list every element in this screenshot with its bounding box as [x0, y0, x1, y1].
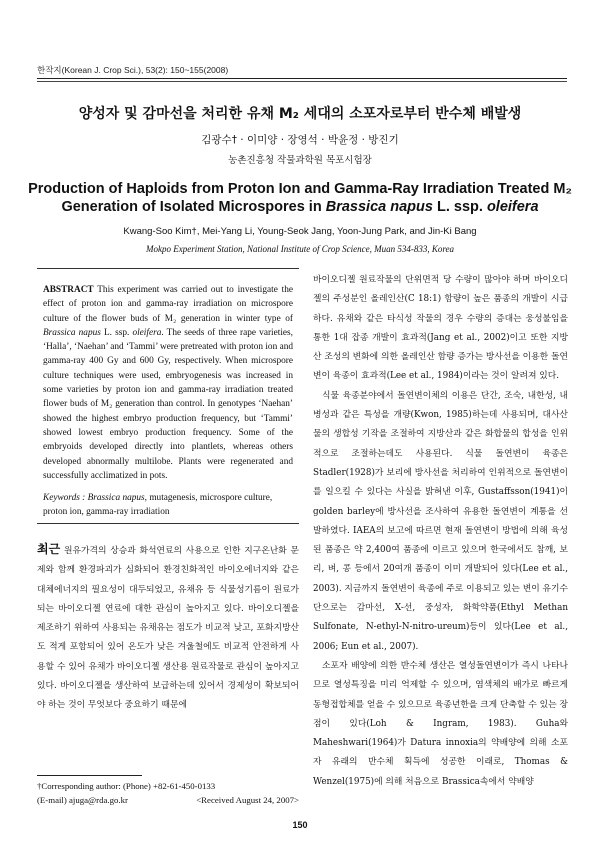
- intro-right-column: [313, 271, 568, 792]
- abstract-label: ABSTRACT: [43, 285, 94, 295]
- paragraph-1: 바이오디젤 원료작물의 단위면적 당 수량이 많아야 하며 바이오디젤의 주성분인 올레인산(C 18:1) 함량이 높은 품종의 개발이 시급하다. 유채와 같은 타식성 작물의 경우 수량의 증대는 웅성불임을 통한 1대 잡종 개발이 효과적(Jang et al., 2002)이고 또한 지방산 조성의 변화에 의한 올레인산 함량 증가는 방사선을 이용한 돌연변이 육종이 효과적(Lee et al., 1984)이라는 것이 알려져 있다.: [313, 275, 568, 382]
- abstract-text: ABSTRACT This experiment was carried out to investigate the effect of proton ion and gamma-ray irradiation on microspore culture of the flower buds of M₂ generation in winter type of Brassica napus L. ssp. oleifera. The seeds of three rape varieties, ‘Halla’, ‘Naehan’ and ‘Tammi’ were pretreated with proton ion and gamma-ray 400 Gy and 600 Gy, respectively. When microspore culture techniques were used, embryogenesis was increased in some varieties by proton ion and gamma-ray irradiation treated flower buds of M₂ generation than control. In genotypes ‘Naehan’ showed the highest embryo production frequency, but ‘Tammi’ showed lowest embryo production frequency. Some of the embryoids developed directly into plantlets, whereas others developed abnormally multilobe. Plants were regenerated and successfully acclimatized in pots.: [43, 285, 293, 481]
- intro-lead-word: 최근: [37, 542, 61, 556]
- footnote-email-row: [37, 793, 299, 807]
- header-rule: [37, 78, 567, 79]
- page-number: 150: [292, 820, 308, 830]
- title-english-line1: Production of Haploids from Proton Ion and Gamma-Ray Irradiation Treated M₂: [28, 181, 572, 197]
- affiliation-korean: 농촌진흥청 작물과학원 목포시험장: [228, 155, 372, 166]
- intro-left-column: [37, 540, 299, 716]
- footnote: [37, 779, 299, 807]
- journal-citation: 한작지(Korean J. Crop Sci.), 53(2): 150~155(2008): [37, 65, 229, 75]
- paragraph-3: 소포자 배양에 의한 반수체 생산은 열성돌연변이가 즉시 나타나므로 열성특징을 미리 억제할 수 있으며, 염색체의 배가로 빠르게 동형접합체를 얻을 수 있으므로 육종년한을 크게 단축할 수 있는 장점이 있다(Loh & Ingram, 1983). Guha와 Maheshwari(1964)가 Datura innoxia의 약배양에 의해 소포자 유래의 반수체 획득에 성공한 이래로, Thomas & Wenzel(1975)에 의해 처음으로 Brassica속에서 약배양: [313, 660, 568, 787]
- header-rule-thin: [37, 81, 567, 82]
- footnote-received: <Received August 24, 2007>: [196, 795, 299, 805]
- intro-text-left: 원유가격의 상승과 화석연료의 사용으로 인한 지구온난화 문제와 함께 환경파괴가 심화되어 환경친화적인 바이오에너지와 같은 대체에너지의 필요성이 대두되었고, 유채유 등 식물성기름이 원료가 되는 바이오디젤 연료에 대한 관심이 높아지고 있다. 바이오디젤을 제조하기 위하여 사용되는 유채유는 점도가 비교적 낮고, 포화지방산도 적게 포함되어 있어 온도가 낮은 겨울철에도 비교적 안전하게 사용할 수 있어 유채가 바이오디젤 생산용 원료작물로 관심이 높아지고 있다. 바이오디젤을 생산하여 보급하는데 있어서 경제성이 확보되어야 하는 것이 무엇보다 중요하기 때문에: [37, 546, 299, 711]
- abstract-box: [37, 268, 299, 524]
- title-english: [0, 180, 600, 216]
- affiliation-english: Mokpo Experiment Station, National Institute of Crop Science, Muan 534-833, Korea: [145, 244, 455, 254]
- title-korean: 양성자 및 감마선을 처리한 유채 M₂ 세대의 소포자로부터 반수체 배발생: [78, 106, 522, 122]
- footnote-rule: [37, 775, 142, 776]
- footnote-corresponding: †Corresponding author: (Phone) +82-61-450-0133: [37, 781, 216, 791]
- footnote-email: (E-mail) ajuga@rda.go.kr: [37, 795, 128, 805]
- authors-korean: 김광수† · 이미양 · 장영석 · 박윤정 · 방진기: [201, 134, 399, 146]
- title-english-line2: Generation of Isolated Microspores in Brassica napus L. ssp. oleifera: [61, 199, 539, 215]
- keywords: Keywords : Brassica napus, mutagenesis, microspore culture, proton ion, gamma-ray irradiation: [43, 493, 273, 518]
- paragraph-2: 식물 육종분야에서 돌연변이체의 이용은 단간, 조숙, 내한성, 내병성과 같은 특성을 개량(Kwon, 1985)하는데 사용되며, 대사산물의 생합성 기작을 조절하여 지방산과 같은 화합물의 합성을 인위적으로 조절하는데도 사용된다. 식물 돌연변이 육종은 Stadler(1928)가 보리에 방사선을 처리하여 인위적으로 돌연변이를 일으킬 수 있다는 사실을 밝혀낸 이후, Gustaffsson(1941)이 golden barley에 방사선을 조사하여 유용한 돌연변이 계통을 선발하였다. IAEA의 보고에 따르면 현재 돌연변이 방법에 의해 육성된 품종은 약 2,400여 품종에 이르고 있으며 한국에서도 참깨, 보리, 벼, 콩 등에서 20여개 품종이 이미 개발되어 있다(Lee et al., 2003). 지금까지 돌연변이 육종에 주로 이용되고 있는 변이 유기수단으로는 감마선, X-선, 중성자, 화학약품(Ethyl Methan Sulfonate, N-ethyl-N-nitro-ureum)등이 있다(Lee et al., 2006; Eun et al., 2007).: [313, 390, 568, 652]
- authors-english: Kwang-Soo Kim†, Mei-Yang Li, Young-Seok Jang, Yoon-Jung Park, and Jin-Ki Bang: [123, 226, 477, 237]
